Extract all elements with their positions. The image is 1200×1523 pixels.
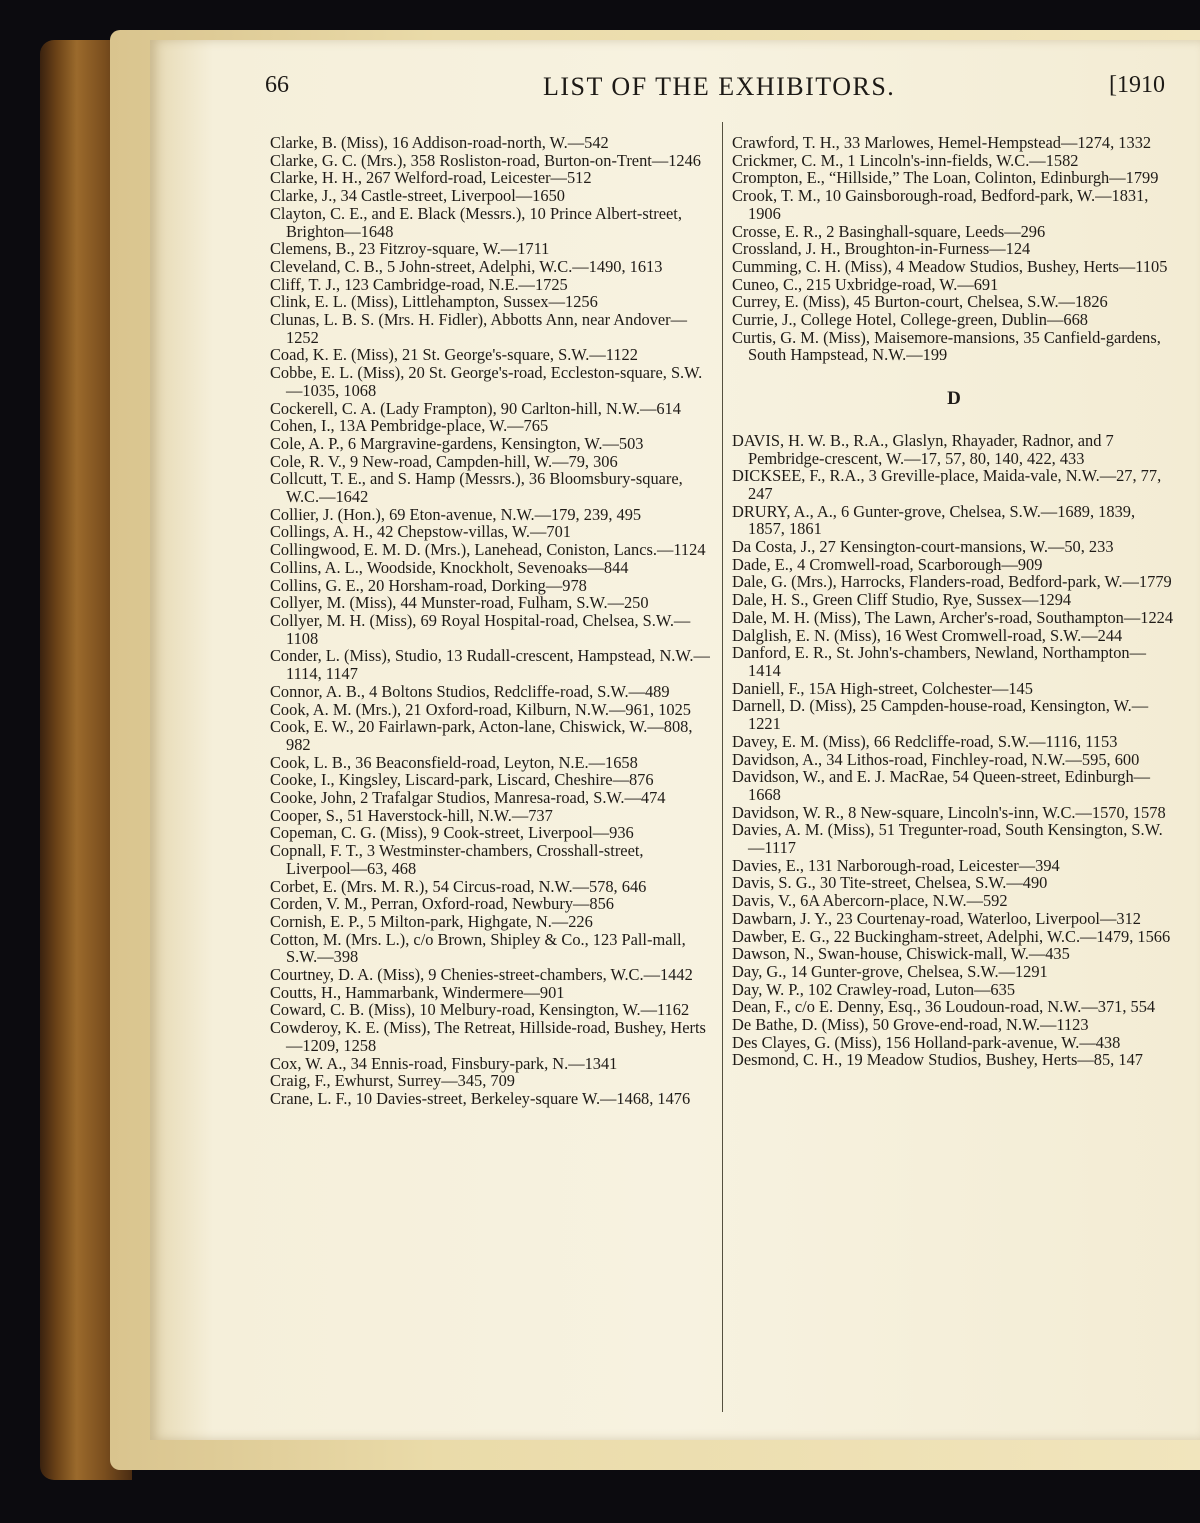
- exhibitor-entry: Davey, E. M. (Miss), 66 Redcliffe-road, S.W.—1116, 1153: [732, 731, 1118, 751]
- exhibitor-entry: Dawbarn, J. Y., 23 Courtenay-road, Waterloo, Liverpool—312: [732, 908, 1141, 928]
- exhibitor-entry: Currie, J., College Hotel, College-green, Dublin—668: [732, 310, 1088, 330]
- exhibitor-entry: Crane, L. F., 10 Davies-street, Berkeley-square W.—1468, 1476: [270, 1088, 691, 1108]
- exhibitor-entry: Cleveland, C. B., 5 John-street, Adelphi, W.C.—1490, 1613: [270, 256, 663, 276]
- exhibitor-entry: Cornish, E. P., 5 Milton-park, Highgate, N.—226: [270, 911, 593, 931]
- exhibitor-entry: Cotton, M. (Mrs. L.), c/o Brown, Shipley & Co., 123 Pall-mall, S.W.—398: [270, 929, 686, 967]
- exhibitor-entry: Dawber, E. G., 22 Buckingham-street, Adelphi, W.C.—1479, 1566: [732, 926, 1171, 946]
- exhibitor-entry: Coward, C. B. (Miss), 10 Melbury-road, Kensington, W.—1162: [270, 1000, 690, 1020]
- page-year: [1910: [1109, 72, 1165, 98]
- exhibitor-entry: Cliff, T. J., 123 Cambridge-road, N.E.—1725: [270, 274, 568, 294]
- exhibitor-entry: Cooke, John, 2 Trafalgar Studios, Manresa-road, S.W.—474: [270, 788, 666, 808]
- exhibitor-entry: Clink, E. L. (Miss), Littlehampton, Sussex—1256: [270, 292, 598, 312]
- page-header: [265, 72, 1175, 108]
- page-number: 66: [265, 72, 289, 98]
- exhibitor-entry: Cooke, I., Kingsley, Liscard-park, Liscard, Cheshire—876: [270, 770, 654, 790]
- exhibitor-entry: Corden, V. M., Perran, Oxford-road, Newbury—856: [270, 894, 614, 914]
- exhibitor-entry: Cumming, C. H. (Miss), 4 Meadow Studios, Bushey, Herts—1105: [732, 256, 1168, 276]
- exhibitor-entry: Collings, A. H., 42 Chepstow-villas, W.—701: [270, 522, 571, 542]
- exhibitor-entry: Collcutt, T. E., and S. Hamp (Messrs.), 36 Bloomsbury-square, W.C.—1642: [270, 469, 683, 507]
- exhibitor-entry: Day, W. P., 102 Crawley-road, Luton—635: [732, 979, 1016, 999]
- exhibitor-entry: Cobbe, E. L. (Miss), 20 St. George's-road, Eccleston-square, S.W.—1035, 1068: [270, 363, 703, 400]
- c-entries: [732, 134, 1176, 364]
- exhibitor-entry: Davidson, W. R., 8 New-square, Lincoln's-inn, W.C.—1570, 1578: [732, 802, 1166, 822]
- exhibitor-entry: Craig, F., Ewhurst, Surrey—345, 709: [270, 1071, 515, 1091]
- exhibitor-entry: Crossland, J. H., Broughton-in-Furness—124: [732, 239, 1031, 259]
- exhibitor-entry: Clarke, B. (Miss), 16 Addison-road-north, W.—542: [270, 133, 609, 152]
- exhibitor-entry: Cook, L. B., 36 Beaconsfield-road, Leyton, N.E.—1658: [270, 752, 638, 772]
- exhibitor-entry: Currey, E. (Miss), 45 Burton-court, Chelsea, S.W.—1826: [732, 292, 1108, 312]
- exhibitor-entry: Dale, M. H. (Miss), The Lawn, Archer's-road, Southampton—1224: [732, 607, 1174, 627]
- exhibitor-entry: Coutts, H., Hammarbank, Windermere—901: [270, 982, 565, 1002]
- exhibitor-entry: Crickmer, C. M., 1 Lincoln's-inn-fields, W.C.—1582: [732, 150, 1079, 170]
- exhibitor-entry: Clayton, C. E., and E. Black (Messrs.), 10 Prince Albert-street, Brighton—1648: [270, 203, 682, 241]
- exhibitor-entry: Coad, K. E. (Miss), 21 St. George's-square, S.W.—1122: [270, 345, 638, 365]
- exhibitor-entry: Dalglish, E. N. (Miss), 16 West Cromwell-road, S.W.—244: [732, 625, 1123, 645]
- exhibitor-entry: DICKSEE, F., R.A., 3 Greville-place, Maida-vale, N.W.—27, 77, 247: [732, 466, 1162, 503]
- exhibitor-entry: Conder, L. (Miss), Studio, 13 Rudall-crescent, Hampstead, N.W.—1114, 1147: [270, 646, 710, 684]
- exhibitor-entry: Danford, E. R., St. John's-chambers, Newland, Northampton—1414: [732, 643, 1147, 680]
- exhibitor-entry: Cole, A. P., 6 Margravine-gardens, Kensington, W.—503: [270, 433, 644, 453]
- exhibitor-entry: Darnell, D. (Miss), 25 Campden-house-road, Kensington, W.—1221: [732, 696, 1149, 734]
- exhibitor-entry: Crosse, E. R., 2 Basinghall-square, Leeds—296: [732, 221, 1046, 241]
- page-title: LIST OF THE EXHIBITORS.: [543, 72, 896, 101]
- exhibitor-entry: DAVIS, H. W. B., R.A., Glaslyn, Rhayader, Radnor, and 7 Pembridge-crescent, W.—17, 57, 80, 140, 422, 433: [732, 430, 1114, 468]
- exhibitor-entry: Davies, A. M. (Miss), 51 Tregunter-road, South Kensington, S.W.—1117: [732, 820, 1163, 858]
- exhibitor-entry: Cuneo, C., 215 Uxbridge-road, W.—691: [732, 274, 999, 294]
- exhibitor-entry: Clarke, H. H., 267 Welford-road, Leicester—512: [270, 168, 592, 188]
- exhibitor-entry: Corbet, E. (Mrs. M. R.), 54 Circus-road, N.W.—578, 646: [270, 876, 647, 896]
- exhibitor-entry: Collins, G. E., 20 Horsham-road, Dorking—978: [270, 575, 587, 595]
- exhibitor-entry: Clarke, J., 34 Castle-street, Liverpool—1650: [270, 186, 565, 206]
- exhibitor-entry: Cook, A. M. (Mrs.), 21 Oxford-road, Kilburn, N.W.—961, 1025: [270, 699, 691, 719]
- exhibitor-entry: Collingwood, E. M. D. (Mrs.), Lanehead, Coniston, Lancs.—1124: [270, 540, 706, 560]
- exhibitor-entry: Cohen, I., 13A Pembridge-place, W.—765: [270, 416, 549, 436]
- left-column: [270, 134, 712, 1108]
- exhibitor-entry: Collins, A. L., Woodside, Knockholt, Sevenoaks—844: [270, 557, 629, 577]
- exhibitor-entry: Cooper, S., 51 Haverstock-hill, N.W.—737: [270, 805, 553, 825]
- exhibitor-entry: Crawford, T. H., 33 Marlowes, Hemel-Hempstead—1274, 1332: [732, 133, 1152, 152]
- exhibitor-entry: Davis, S. G., 30 Tite-street, Chelsea, S.W.—490: [732, 873, 1048, 893]
- exhibitor-entry: Crook, T. M., 10 Gainsborough-road, Bedford-park, W.—1831, 1906: [732, 186, 1149, 223]
- exhibitor-entry: Dean, F., c/o E. Denny, Esq., 36 Loudoun-road, N.W.—371, 554: [732, 997, 1156, 1017]
- exhibitor-entry: Clunas, L. B. S. (Mrs. H. Fidler), Abbotts Ann, near Andover—1252: [270, 310, 688, 347]
- exhibitor-entry: Connor, A. B., 4 Boltons Studios, Redcliffe-road, S.W.—489: [270, 681, 670, 701]
- exhibitor-entry: Dale, G. (Mrs.), Harrocks, Flanders-road, Bedford-park, W.—1779: [732, 572, 1172, 592]
- exhibitor-entry: Desmond, C. H., 19 Meadow Studios, Bushey, Herts—85, 147: [732, 1050, 1143, 1070]
- exhibitor-entry: Curtis, G. M. (Miss), Maisemore-mansions, 35 Canfield-gardens, South Hampstead, N.W.—199: [732, 327, 1161, 365]
- section-letter: D: [947, 388, 961, 410]
- exhibitor-entry: Clarke, G. C. (Mrs.), 358 Rosliston-road, Burton-on-Trent—1246: [270, 150, 701, 170]
- exhibitor-entry: Da Costa, J., 27 Kensington-court-mansions, W.—50, 233: [732, 537, 1114, 557]
- exhibitor-entry: Crompton, E., “Hillside,” The Loan, Colinton, Edinburgh—1799: [732, 168, 1159, 188]
- exhibitor-entry: Davidson, A., 34 Lithos-road, Finchley-road, N.W.—595, 600: [732, 749, 1140, 769]
- exhibitor-entry: Copeman, C. G. (Miss), 9 Cook-street, Liverpool—936: [270, 823, 634, 843]
- exhibitor-entry: De Bathe, D. (Miss), 50 Grove-end-road, N.W.—1123: [732, 1015, 1089, 1035]
- exhibitor-entry: Cockerell, C. A. (Lady Frampton), 90 Carlton-hill, N.W.—614: [270, 398, 681, 418]
- exhibitor-entry: Dade, E., 4 Cromwell-road, Scarborough—909: [732, 554, 1043, 574]
- exhibitor-entry: Davidson, W., and E. J. MacRae, 54 Queen-street, Edinburgh—1668: [732, 767, 1151, 804]
- exhibitor-entry: Courtney, D. A. (Miss), 9 Chenies-street-chambers, W.C.—1442: [270, 965, 693, 985]
- exhibitor-entry: Davies, E., 131 Narborough-road, Leicester—394: [732, 855, 1060, 875]
- exhibitor-entry: Des Clayes, G. (Miss), 156 Holland-park-avenue, W.—438: [732, 1032, 1121, 1052]
- exhibitor-entry: Collyer, M. H. (Miss), 69 Royal Hospital-road, Chelsea, S.W.—1108: [270, 610, 691, 648]
- exhibitor-entry: Cole, R. V., 9 New-road, Campden-hill, W.—79, 306: [270, 451, 618, 471]
- d-entries: [732, 432, 1176, 1069]
- exhibitor-entry: Clemens, B., 23 Fitzroy-square, W.—1711: [270, 239, 550, 259]
- exhibitor-entry: Davis, V., 6A Abercorn-place, N.W.—592: [732, 891, 1008, 911]
- exhibitor-entry: Dawson, N., Swan-house, Chiswick-mall, W.—435: [732, 944, 1070, 964]
- exhibitor-entry: Cowderoy, K. E. (Miss), The Retreat, Hillside-road, Bushey, Herts—1209, 1258: [270, 1018, 706, 1055]
- exhibitor-entry: Daniell, F., 15A High-street, Colchester—145: [732, 678, 1033, 698]
- right-column: [732, 134, 1176, 1069]
- exhibitor-entry: Copnall, F. T., 3 Westminster-chambers, Crosshall-street, Liverpool—63, 468: [270, 841, 644, 878]
- column-divider: [722, 122, 723, 1412]
- exhibitor-entry: Collier, J. (Hon.), 69 Eton-avenue, N.W.—179, 239, 495: [270, 504, 642, 524]
- exhibitor-entry: Day, G., 14 Gunter-grove, Chelsea, S.W.—1291: [732, 961, 1048, 981]
- exhibitor-entry: Dale, H. S., Green Cliff Studio, Rye, Sussex—1294: [732, 590, 1072, 610]
- exhibitor-entry: Collyer, M. (Miss), 44 Munster-road, Fulham, S.W.—250: [270, 593, 649, 613]
- exhibitor-entry: DRURY, A., A., 6 Gunter-grove, Chelsea, S.W.—1689, 1839, 1857, 1861: [732, 501, 1136, 539]
- exhibitor-entry: Cox, W. A., 34 Ennis-road, Finsbury-park, N.—1341: [270, 1053, 618, 1073]
- exhibitor-entry: Cook, E. W., 20 Fairlawn-park, Acton-lane, Chiswick, W.—808, 982: [270, 717, 693, 754]
